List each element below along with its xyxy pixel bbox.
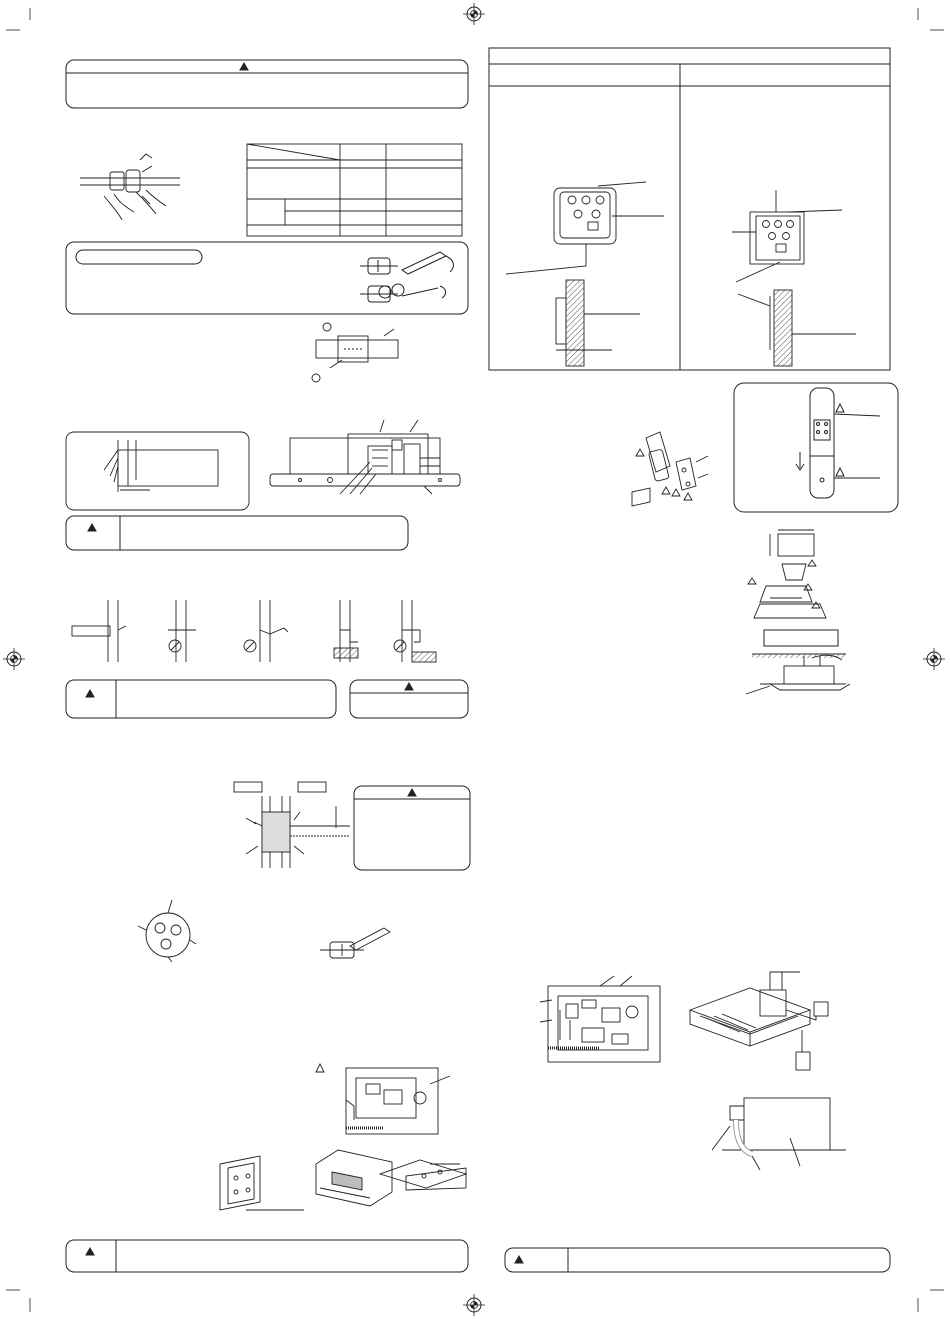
warning-box-drain xyxy=(354,786,470,870)
wrench-illustration xyxy=(80,154,180,220)
pcb-illustration-left xyxy=(316,1064,450,1134)
pcb-illustration-right xyxy=(540,976,660,1062)
wired-remote-flush-illustration xyxy=(732,190,842,282)
caution-box-bottom-left xyxy=(66,1240,468,1272)
wall-penetration-series xyxy=(72,600,436,662)
remote-body-illustration xyxy=(316,1150,392,1206)
caution-box-flare xyxy=(66,242,468,314)
warning-box-small xyxy=(350,680,468,718)
installation-table xyxy=(489,48,890,370)
drain-section-illustration xyxy=(234,782,350,868)
wired-remote-front-illustration xyxy=(506,182,664,274)
remote-back-plate-illustration xyxy=(380,1160,466,1190)
wired-remote-flush-side-illustration xyxy=(738,290,856,366)
caution-box-1 xyxy=(66,516,408,550)
connector-face-illustration xyxy=(138,900,196,962)
remote-mount-plate-illustration xyxy=(220,1156,304,1210)
electrical-box-illustration xyxy=(270,420,460,494)
caution-box-2 xyxy=(66,680,336,718)
ceiling-install-label-box xyxy=(764,630,838,646)
ceiling-section-illustration xyxy=(746,654,850,694)
torque-table xyxy=(247,144,462,236)
cable-strip-illustration xyxy=(66,432,249,510)
warning-box-top xyxy=(66,60,468,108)
remote-holder-box xyxy=(734,383,898,512)
drain-hose-illustration xyxy=(712,1098,846,1170)
caution-box-bottom-right xyxy=(505,1248,890,1272)
ceiling-unit-3d-illustration xyxy=(690,972,828,1070)
ceiling-panel-exploded-illustration xyxy=(748,530,826,618)
wired-remote-side-illustration xyxy=(556,280,640,366)
pipe-insulation-illustration xyxy=(312,323,398,382)
wireless-remote-illustration xyxy=(632,432,708,506)
screwdriver-illustration xyxy=(320,928,390,958)
